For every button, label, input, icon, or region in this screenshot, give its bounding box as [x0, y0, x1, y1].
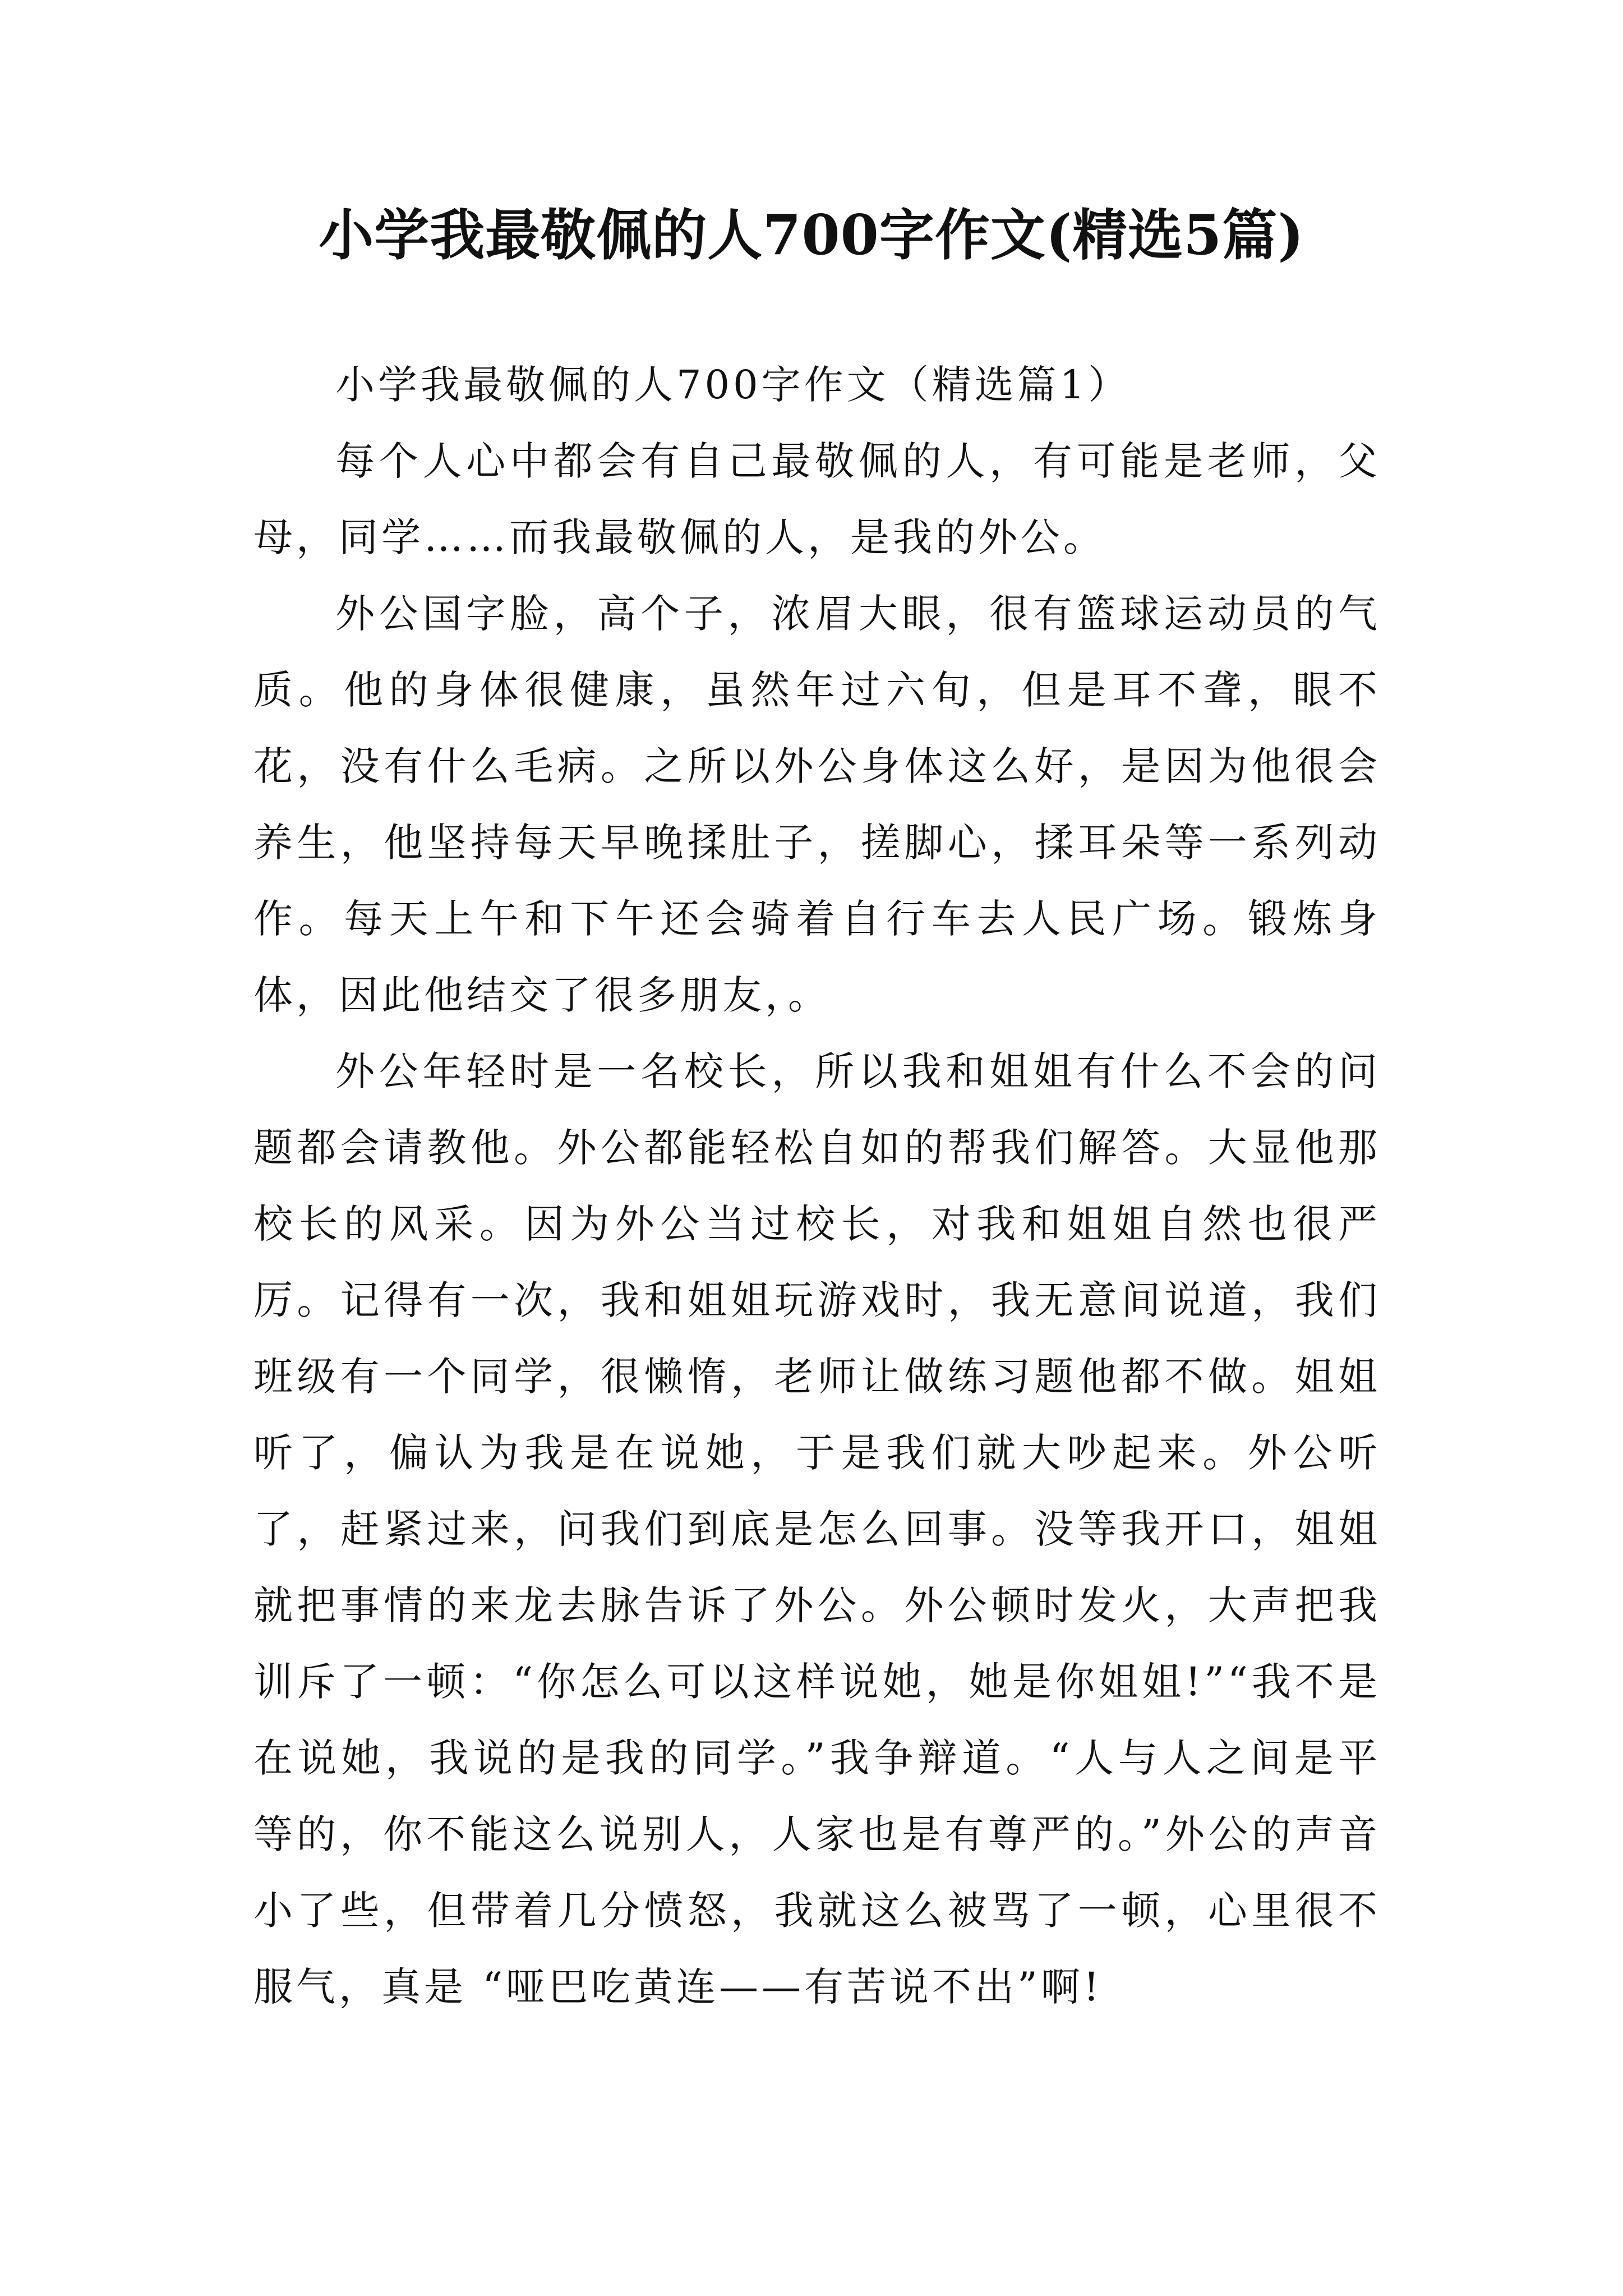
section-heading: 小学我最敬佩的人700字作文（精选篇1） [335, 362, 1131, 408]
document-title: 小学我最敬佩的人700字作文(精选5篇) [319, 203, 1304, 268]
paragraph: 外公年轻时是一名校长，所以我和姐姐有什么不会的问题都会请教他。外公都能轻松自如的帮我们解答。大显他那校长的风采。因为外公当过校长，对我和姐姐自然也很严厉。记得有一次，我和姐姐玩游戏时，我无意间说道，我们班级有一个同学，很懒惰，老师让做练习题他都不做。姐姐听了，偏认为我是在说她，于是我们就大吵起来。外公听了，赶紧过来，问我们到底是怎么回事。没等我开口，姐姐就把事情的来龙去脉告诉了外公。外公顿时发火，大声把我训斥了一顿：“你怎么可以这样说她，她是你姐姐!”“我不是在说她，我说的是我的同学。”我争辩道。“人与人之间是平等的，你不能这么说别人，人家也是有尊严的。”外公的声音小了些，但带着几分愤怒，我就这么被骂了一顿，心里很不服气，真是 “哑巴吃黄连——有苦说不出”啊! [253, 1048, 1381, 2010]
paragraph: 外公国字脸，高个子，浓眉大眼，很有篮球运动员的气质。他的身体很健康，虽然年过六旬，但是耳不聋，眼不花，没有什么毛病。之所以外公身体这么好，是因为他很会养生，他坚持每天早晚揉肚子，搓脚心，揉耳朵等一系列动作。每天上午和下午还会骑着自行车去人民广场。锻炼身体，因此他结交了很多朋友，。 [253, 591, 1381, 1018]
document-body [253, 347, 1381, 2025]
paragraph: 每个人心中都会有自己最敬佩的人，有可能是老师，父母，同学……而我最敬佩的人，是我的外公。 [253, 438, 1381, 560]
